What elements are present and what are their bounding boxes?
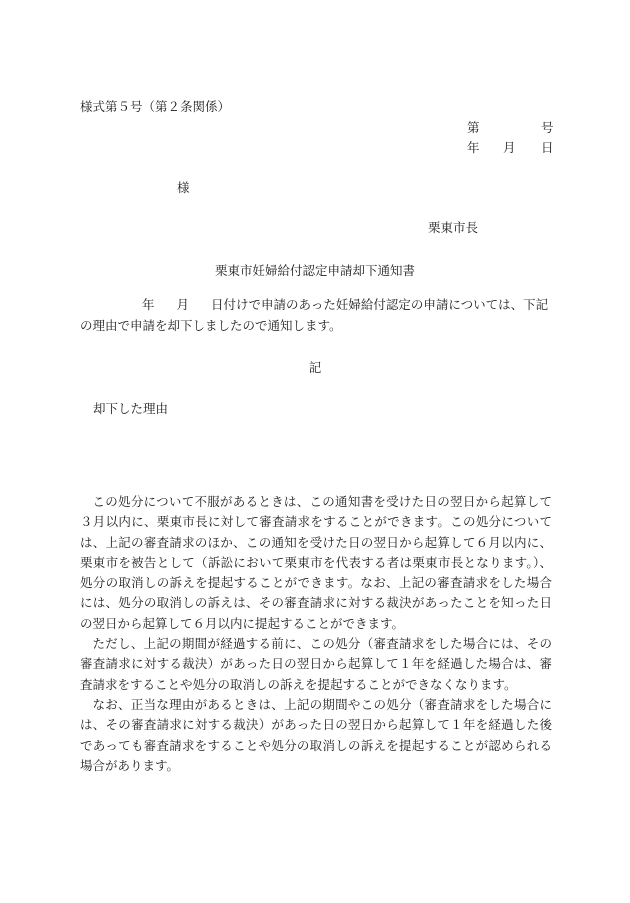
intro-year: 年: [142, 297, 155, 312]
recipient-honorific: 様: [177, 180, 190, 195]
document-number-prefix: 第: [467, 120, 480, 135]
notice-paragraph-2: ただし、上記の期間が経過する前に、この処分（審査請求をした場合には、その審査請求に対する裁決）があった日の翌日から起算して１年を経過した場合は、審査請求をすることや処分の取消しの訴えを提起することができなくなります。: [80, 636, 552, 692]
appeal-notice: [80, 492, 552, 776]
intro-paragraph: [80, 295, 552, 336]
document-number-suffix: 号: [541, 120, 554, 135]
intro-month: 月: [176, 297, 190, 312]
intro-text: 日付けで申請のあった妊婦給付認定の申請については、下記の理由で申請を却下しましたので通知します。: [80, 297, 549, 333]
date-month-label: 月: [503, 140, 516, 155]
ki-heading: 記: [308, 360, 322, 375]
date-year-label: 年: [467, 140, 480, 155]
document-title: 栗東市妊婦給付認定申請却下通知書: [214, 263, 415, 278]
notice-paragraph-3: なお、正当な理由があるときは、上記の期間やこの処分（審査請求をした場合には、その審査請求に対する裁決）があった日の翌日から起算して１年を経過した後であっても審査請求をすることや処分の取消しの訴えを提起することが認められる場合があります。: [80, 696, 552, 773]
sender-name: 栗東市長: [428, 220, 479, 235]
form-number-label: 様式第５号（第２条関係）: [80, 99, 231, 114]
date-day-label: 日: [541, 140, 554, 155]
rejection-reason-heading: 却下した理由: [93, 401, 169, 416]
notice-paragraph-1: この処分について不服があるときは、この通知書を受けた日の翌日から起算して３月以内に、栗東市長に対して審査請求をすることができます。この処分については、上記の審査請求のほか、この通知を受けた日の翌日から起算して６月以内に、栗東市を被告として（訴訟において栗東市を代表する者は栗東市長となります。）、処分の取消しの訴えを提起することができます。なお、上記の審査請求をした場合には、処分の取消しの訴えは、その審査請求に対する裁決があったことを知った日の翌日から起算して６月以内に提起することができます。: [80, 494, 552, 631]
